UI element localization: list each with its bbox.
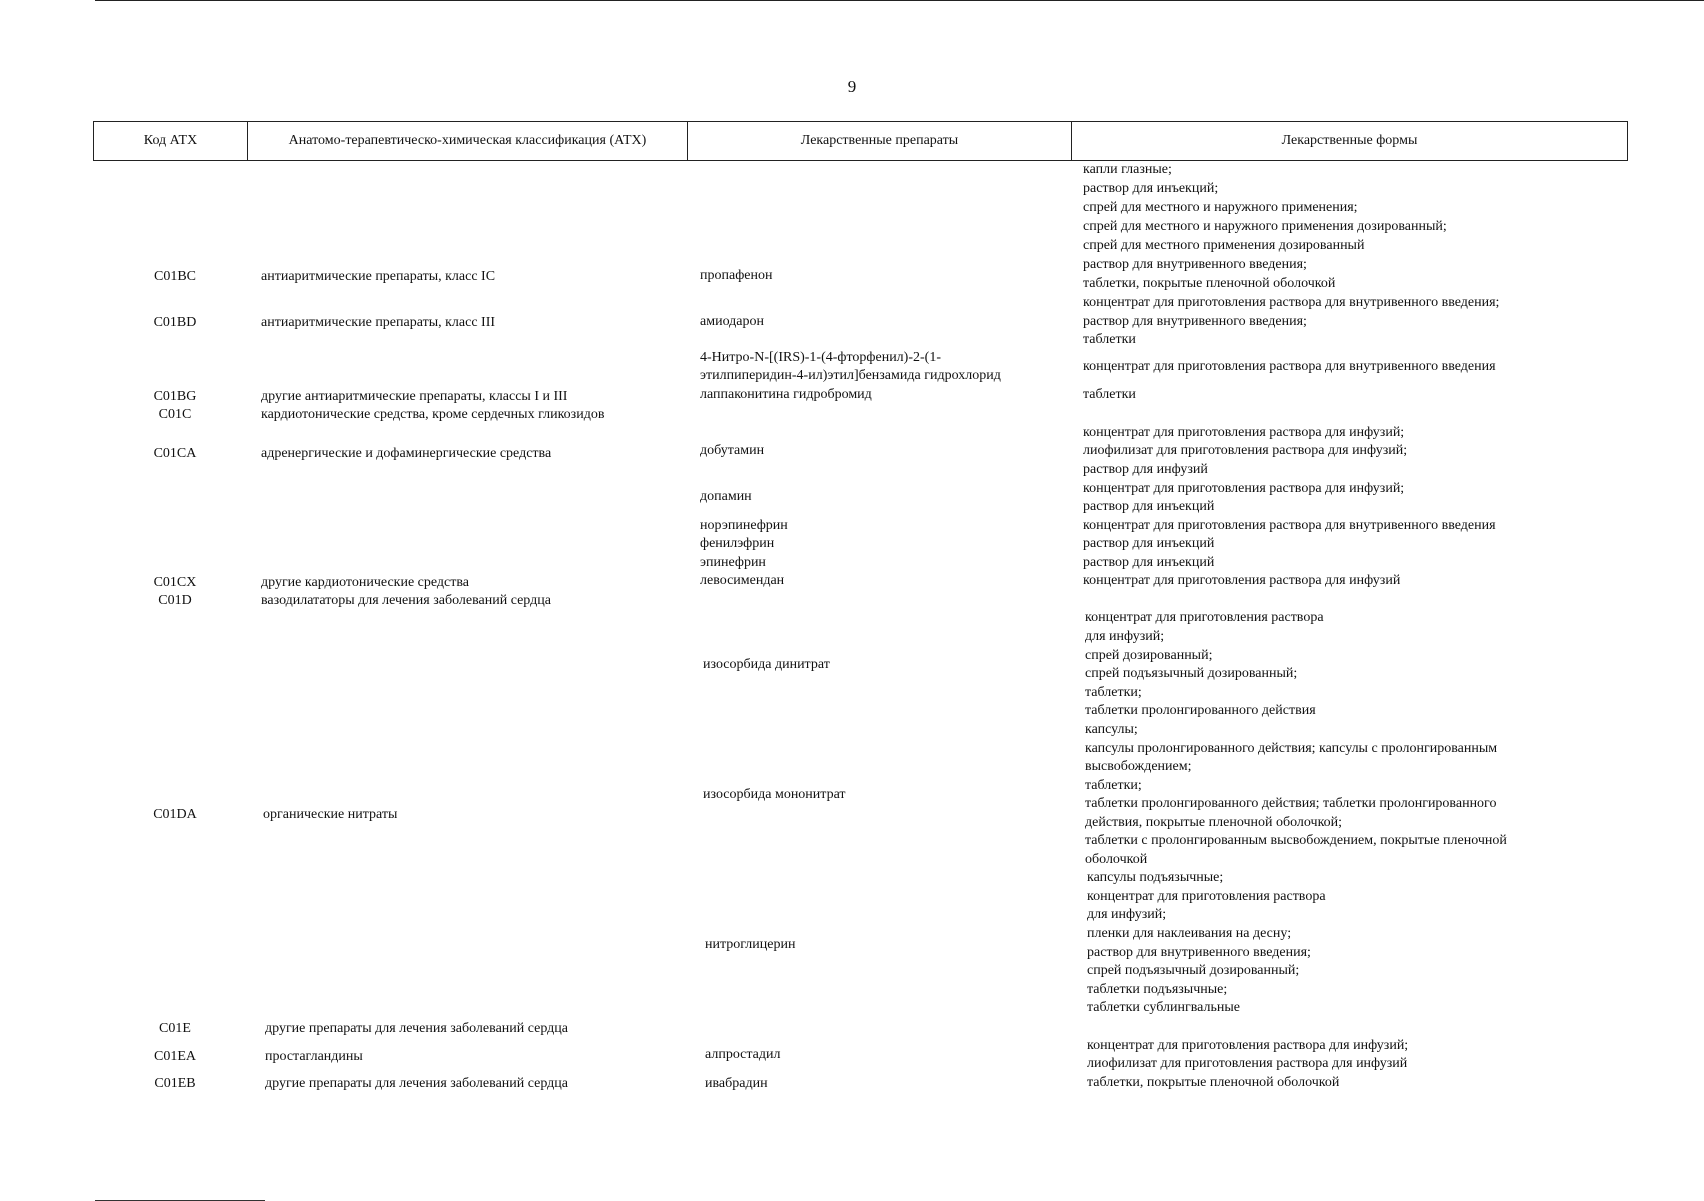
dosage-form: раствор для внутривенного введения; <box>1083 257 1307 272</box>
dosage-form: концентрат для приготовления раствора <box>1087 889 1326 904</box>
dosage-form: раствор для внутривенного введения; <box>1083 314 1307 329</box>
dosage-form: пленки для наклеивания на десну; <box>1087 926 1292 941</box>
atx-classification: антиаритмические препараты, класс III <box>261 315 496 330</box>
dosage-form: концентрат для приготовления раствора для инфузий; <box>1083 425 1405 440</box>
dosage-form: концентрат для приготовления раствора для внутривенного введения <box>1083 359 1496 374</box>
dosage-form: капли глазные; <box>1083 162 1172 177</box>
dosage-form: капсулы; <box>1085 722 1138 737</box>
drug-name: нитроглицерин <box>705 937 796 952</box>
dosage-form: таблетки <box>1083 387 1136 402</box>
page-number: 9 <box>847 77 857 96</box>
dosage-form: таблетки <box>1083 332 1136 347</box>
header-forms: Лекарственные формы <box>1281 133 1418 148</box>
dosage-form: капсулы подъязычные; <box>1087 870 1224 885</box>
dosage-form: таблетки, покрытые пленочной оболочкой <box>1087 1075 1340 1090</box>
dosage-form: раствор для инъекций <box>1083 555 1215 570</box>
drug-name: пропафенон <box>700 268 773 283</box>
drug-name: допамин <box>700 489 752 504</box>
dosage-form: таблетки подъязычные; <box>1087 982 1228 997</box>
dosage-form: концентрат для приготовления раствора для инфузий; <box>1087 1038 1409 1053</box>
atx-classification: другие кардиотонические средства <box>261 575 470 590</box>
dosage-form: таблетки; <box>1085 685 1142 700</box>
dosage-form: таблетки с пролонгированным высвобождением, покрытые пленочной <box>1085 833 1507 848</box>
dosage-form: капсулы пролонгированного действия; капсулы с пролонгированным <box>1085 741 1498 756</box>
drug-name: этилпиперидин-4-ил)этил]бензамида гидрохлорид <box>700 368 1001 383</box>
dosage-form: раствор для инъекций; <box>1083 181 1219 196</box>
atx-code: C01EA <box>154 1049 196 1064</box>
atx-code: C01E <box>159 1021 191 1036</box>
atx-classification: антиаритмические препараты, класс IC <box>261 269 496 284</box>
drug-name: добутамин <box>700 443 765 458</box>
atx-classification: другие препараты для лечения заболеваний сердца <box>265 1021 568 1036</box>
dosage-form: раствор для инъекций <box>1083 499 1215 514</box>
dosage-form: таблетки пролонгированного действия; таблетки пролонгированного <box>1085 796 1497 811</box>
dosage-form: таблетки пролонгированного действия <box>1085 703 1316 718</box>
atx-classification: другие препараты для лечения заболеваний сердца <box>265 1076 568 1091</box>
dosage-form: спрей подъязычный дозированный; <box>1087 963 1300 978</box>
header-drugs: Лекарственные препараты <box>688 122 1072 160</box>
dosage-form: спрей подъязычный дозированный; <box>1085 666 1298 681</box>
drug-name: изосорбида мононитрат <box>703 787 846 802</box>
dosage-form: таблетки сублингвальные <box>1087 1000 1240 1015</box>
drug-name: 4-Нитро-N-[(IRS)-1-(4-фторфенил)-2-(1- <box>700 350 941 365</box>
atx-code: C01DA <box>153 807 197 822</box>
dosage-form: таблетки, покрытые пленочной оболочкой <box>1083 276 1336 291</box>
atx-classification: органические нитраты <box>263 807 398 822</box>
drug-name: норэпинефрин <box>700 518 788 533</box>
atx-code: C01D <box>158 593 192 608</box>
atx-code: C01C <box>158 407 192 422</box>
atx-code: C01BD <box>153 315 197 330</box>
dosage-form: спрей дозированный; <box>1085 648 1213 663</box>
atx-code: C01EB <box>154 1076 196 1091</box>
header-classification: Анатомо-терапевтическо-химическая классификация (АТХ) <box>248 122 688 160</box>
atx-classification: кардиотонические средства, кроме сердечных гликозидов <box>261 407 605 422</box>
dosage-form: раствор для внутривенного введения; <box>1087 945 1311 960</box>
atx-classification: адренергические и дофаминергические средства <box>261 446 552 461</box>
atx-classification: вазодилататоры для лечения заболеваний сердца <box>261 593 551 608</box>
dosage-form: оболочкой <box>1085 852 1148 867</box>
dosage-form: для инфузий; <box>1085 629 1165 644</box>
drug-name: лаппаконитина гидробромид <box>700 387 872 402</box>
dosage-form: спрей для местного и наружного применения; <box>1083 200 1358 215</box>
dosage-form: раствор для инфузий <box>1083 462 1208 477</box>
dosage-form: концентрат для приготовления раствора <box>1085 610 1324 625</box>
dosage-form: лиофилизат для приготовления раствора для инфузий <box>1087 1056 1408 1071</box>
drug-name: алпростадил <box>705 1047 781 1062</box>
dosage-form: раствор для инъекций <box>1083 536 1215 551</box>
dosage-form: лиофилизат для приготовления раствора для инфузий; <box>1083 443 1408 458</box>
dosage-form: концентрат для приготовления раствора для инфузий; <box>1083 481 1405 496</box>
drug-name: левосимендан <box>700 573 785 588</box>
drug-name: ивабрадин <box>705 1076 768 1091</box>
drug-name: амиодарон <box>700 314 764 329</box>
atx-classification: простагландины <box>265 1049 363 1064</box>
dosage-form: концентрат для приготовления раствора для инфузий <box>1083 573 1401 588</box>
atx-code: C01CX <box>153 575 197 590</box>
drug-name: фенилэфрин <box>700 536 775 551</box>
atx-code: C01CA <box>153 446 197 461</box>
atx-code: C01BG <box>153 389 197 404</box>
dosage-form: таблетки; <box>1085 778 1142 793</box>
drug-name: изосорбида динитрат <box>703 657 830 672</box>
dosage-form: спрей для местного и наружного применения дозированный; <box>1083 219 1447 234</box>
dosage-form: концентрат для приготовления раствора для внутривенного введения; <box>1083 295 1500 310</box>
dosage-form: действия, покрытые пленочной оболочкой; <box>1085 815 1343 830</box>
dosage-form: для инфузий; <box>1087 907 1167 922</box>
atx-code: C01BC <box>153 269 196 284</box>
atx-classification: другие антиаритмические препараты, классы I и III <box>261 389 568 404</box>
drug-name: эпинефрин <box>700 555 766 570</box>
header-code: Код АТХ <box>94 122 248 160</box>
dosage-form: спрей для местного применения дозированный <box>1083 238 1365 253</box>
dosage-form: высвобождением; <box>1085 759 1192 774</box>
dosage-form: концентрат для приготовления раствора для внутривенного введения <box>1083 518 1496 533</box>
